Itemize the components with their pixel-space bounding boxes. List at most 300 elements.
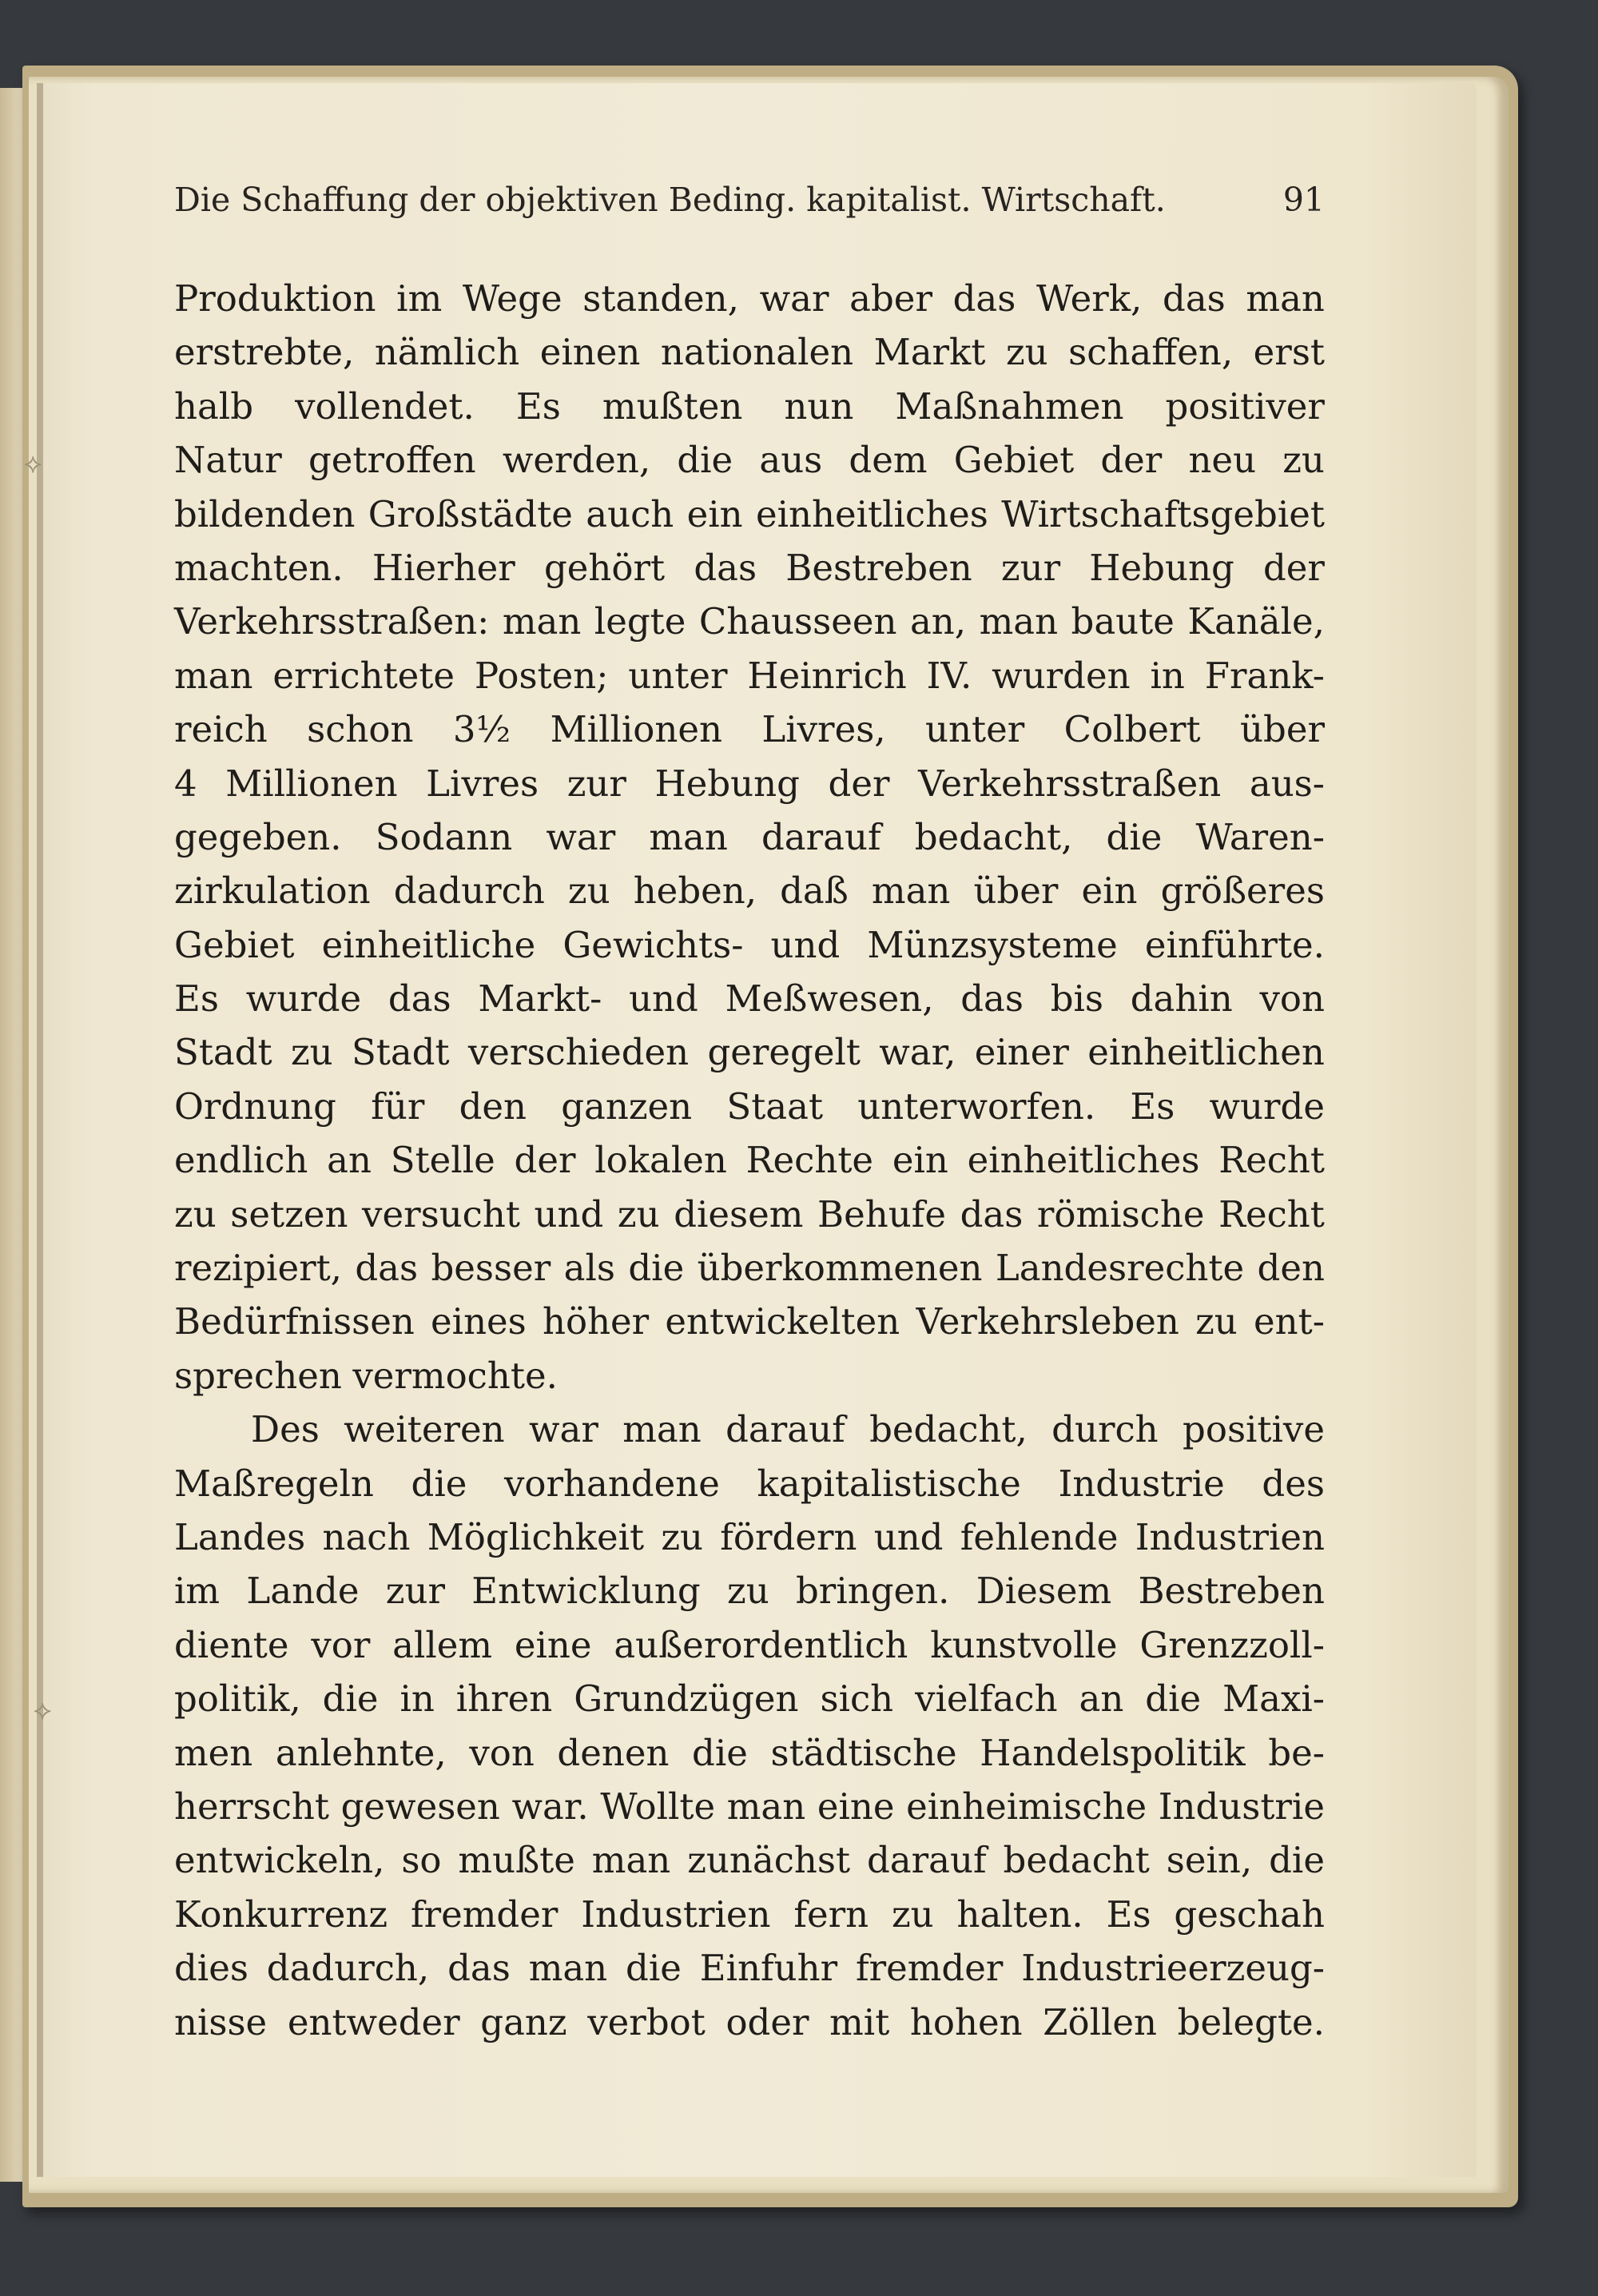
word: legte bbox=[594, 600, 686, 643]
word: Werk, bbox=[1036, 277, 1143, 320]
word: vor bbox=[311, 1623, 371, 1666]
word: ganz bbox=[480, 2000, 567, 2043]
word: die bbox=[322, 1677, 379, 1721]
word: zur bbox=[566, 762, 626, 805]
word: zu bbox=[1005, 331, 1048, 374]
word: schaffen, bbox=[1068, 331, 1234, 374]
word: errichtete bbox=[272, 654, 455, 697]
word: war bbox=[528, 1408, 598, 1451]
word: machten. bbox=[174, 546, 344, 589]
word: 3½ bbox=[452, 708, 511, 751]
word: hohen bbox=[909, 2000, 1023, 2043]
word: Stadt bbox=[351, 1031, 450, 1074]
text-line bbox=[174, 702, 1325, 756]
word: halb bbox=[174, 384, 254, 428]
word: das bbox=[952, 277, 1016, 320]
word: nun bbox=[784, 384, 854, 428]
word: das bbox=[960, 1192, 1024, 1236]
word: bildenden bbox=[174, 492, 356, 535]
word: Recht bbox=[1218, 1192, 1325, 1236]
word: und bbox=[770, 923, 841, 966]
word: Kanäle, bbox=[1187, 600, 1325, 643]
word: Markt bbox=[873, 331, 986, 374]
text-line bbox=[174, 1133, 1325, 1187]
word: unterworfen. bbox=[857, 1084, 1096, 1128]
page-number: 91 bbox=[1282, 181, 1325, 219]
word: Chausseen bbox=[698, 600, 897, 643]
word: daß bbox=[780, 869, 849, 913]
text-line bbox=[174, 1295, 1325, 1348]
word: die bbox=[677, 439, 733, 482]
word: bedacht, bbox=[914, 815, 1073, 858]
word: erstrebte, bbox=[174, 331, 355, 374]
word: des bbox=[1262, 1462, 1325, 1505]
word: einheitlichen bbox=[1087, 1031, 1325, 1074]
word: Stadt bbox=[174, 1031, 272, 1074]
word: Bestreben bbox=[1138, 1570, 1325, 1613]
running-header bbox=[174, 181, 1325, 230]
word: fremder bbox=[410, 1892, 559, 1936]
word: eines bbox=[431, 1300, 527, 1343]
word: Landesrechte bbox=[995, 1247, 1245, 1290]
word: zirkulation bbox=[174, 869, 371, 913]
text-line bbox=[174, 810, 1325, 864]
word: dahin bbox=[1130, 977, 1233, 1021]
word: größeres bbox=[1160, 869, 1325, 913]
word: reich bbox=[174, 708, 268, 751]
word: erst bbox=[1253, 331, 1325, 374]
word: Münzsysteme bbox=[867, 923, 1118, 966]
word: Großstädte bbox=[368, 492, 573, 535]
word: Verkehrsstraßen bbox=[918, 762, 1222, 805]
word: politik, bbox=[174, 1677, 301, 1721]
word: heben, bbox=[633, 869, 757, 913]
word: die bbox=[628, 1247, 685, 1290]
word: zu bbox=[290, 1031, 333, 1074]
word: Recht bbox=[1218, 1139, 1325, 1182]
word: nationalen bbox=[660, 331, 854, 374]
word: ihren bbox=[455, 1677, 553, 1721]
word: von bbox=[1259, 977, 1325, 1021]
text-line bbox=[174, 757, 1325, 810]
word: Hierher bbox=[372, 546, 515, 589]
word: man bbox=[591, 1839, 671, 1882]
word: Grundzügen bbox=[574, 1677, 799, 1721]
word: war, bbox=[879, 1031, 956, 1074]
word: bringen. bbox=[796, 1570, 950, 1613]
word: Industrieerzeug- bbox=[1021, 1947, 1325, 1990]
word: der bbox=[828, 762, 890, 805]
word: und bbox=[629, 977, 698, 1021]
word: entwickeln, bbox=[174, 1839, 385, 1882]
word: Livres bbox=[426, 762, 539, 805]
text-line bbox=[174, 1618, 1325, 1672]
word: be- bbox=[1268, 1731, 1325, 1774]
word: man bbox=[979, 600, 1059, 643]
word: unter bbox=[628, 654, 728, 697]
text-line bbox=[174, 1888, 1325, 1941]
word: das bbox=[694, 546, 757, 589]
word: wurde bbox=[245, 977, 362, 1021]
word: über bbox=[973, 869, 1059, 913]
word: das bbox=[960, 977, 1024, 1021]
word: Millionen bbox=[225, 762, 398, 805]
word: belegte. bbox=[1177, 2000, 1325, 2043]
word: diente bbox=[174, 1623, 289, 1666]
word: das bbox=[1163, 277, 1226, 320]
text-line bbox=[174, 1833, 1325, 1887]
word: in bbox=[1150, 654, 1185, 697]
word: zur bbox=[385, 1570, 445, 1613]
word: entweder bbox=[287, 2000, 460, 2043]
word: Verkehrsstraßen: bbox=[174, 600, 490, 643]
word: Grenzzoll- bbox=[1139, 1623, 1325, 1666]
word: kapitalistische bbox=[757, 1462, 1021, 1505]
word: wurden bbox=[992, 654, 1131, 697]
word: Sodann bbox=[375, 815, 513, 858]
word: setzen bbox=[230, 1192, 348, 1236]
text-line bbox=[174, 325, 1325, 379]
word: Zöllen bbox=[1043, 2000, 1157, 2043]
word: eine bbox=[514, 1623, 592, 1666]
text-line bbox=[174, 1241, 1325, 1295]
word: im bbox=[396, 277, 443, 320]
word: Einfuhr bbox=[699, 1947, 838, 1990]
word: zu bbox=[617, 1192, 660, 1236]
word: Maxi- bbox=[1222, 1677, 1325, 1721]
word: als bbox=[563, 1247, 615, 1290]
word: darauf bbox=[725, 1408, 845, 1451]
word: bis bbox=[1050, 977, 1104, 1021]
word: lokalen bbox=[594, 1139, 727, 1182]
word: so bbox=[401, 1839, 442, 1882]
word: Gebiet bbox=[953, 439, 1075, 482]
word: entwickelten bbox=[665, 1300, 900, 1343]
word: Millionen bbox=[550, 708, 722, 751]
word: gegeben. bbox=[174, 815, 342, 858]
word: zu bbox=[891, 1892, 934, 1936]
text-line bbox=[174, 1996, 1325, 2049]
text-line bbox=[174, 595, 1325, 648]
word: Möglichkeit bbox=[427, 1515, 645, 1558]
word: und bbox=[873, 1515, 944, 1558]
word: man bbox=[1246, 277, 1325, 320]
word: Industrie bbox=[1058, 1462, 1225, 1505]
word: zur bbox=[1000, 546, 1061, 589]
word: baute bbox=[1071, 600, 1175, 643]
word: Entwicklung bbox=[471, 1570, 701, 1613]
word: Handelspolitik bbox=[980, 1731, 1246, 1774]
word: Wollte bbox=[600, 1785, 716, 1828]
word: an bbox=[1079, 1677, 1124, 1721]
word: das bbox=[447, 1947, 511, 1990]
word: vorhandene bbox=[503, 1462, 720, 1505]
word: standen, bbox=[582, 277, 739, 320]
word: Behufe bbox=[817, 1192, 946, 1236]
word: Wirtschaftsgebiet bbox=[1001, 492, 1325, 535]
word: verschieden bbox=[467, 1031, 690, 1074]
word: sich bbox=[820, 1677, 894, 1721]
word: Heinrich bbox=[747, 654, 907, 697]
word: Meßwesen, bbox=[725, 977, 934, 1021]
word: Es bbox=[1106, 1892, 1151, 1936]
word: den bbox=[459, 1084, 527, 1128]
word: ganzen bbox=[561, 1084, 693, 1128]
word: Colbert bbox=[1063, 708, 1201, 751]
word: einheimische bbox=[906, 1785, 1147, 1828]
word: Bedürfnissen bbox=[174, 1300, 415, 1343]
word: über bbox=[1240, 708, 1325, 751]
word: Hebung bbox=[1089, 546, 1234, 589]
word: unter bbox=[925, 708, 1025, 751]
text-line bbox=[174, 272, 1325, 325]
word: Posten; bbox=[474, 654, 609, 697]
word: und bbox=[534, 1192, 604, 1236]
word: einen bbox=[539, 331, 641, 374]
word: Gebiet bbox=[174, 923, 295, 966]
word: die bbox=[1106, 815, 1163, 858]
word: zu bbox=[1282, 439, 1325, 482]
word: vielfach bbox=[915, 1677, 1058, 1721]
word: nach bbox=[322, 1515, 411, 1558]
word: man bbox=[502, 600, 582, 643]
word: Lande bbox=[246, 1570, 360, 1613]
text-line bbox=[174, 541, 1325, 595]
text-line bbox=[174, 972, 1325, 1025]
word: Maßregeln bbox=[174, 1462, 374, 1505]
text-line bbox=[174, 1780, 1325, 1833]
word: zu bbox=[661, 1515, 704, 1558]
book-gutter bbox=[37, 83, 43, 2177]
word: Frank- bbox=[1204, 654, 1325, 697]
word: endlich bbox=[174, 1139, 308, 1182]
word: Wege bbox=[462, 277, 562, 320]
word: einer bbox=[974, 1031, 1069, 1074]
word: war. bbox=[511, 1785, 589, 1828]
word: städtische bbox=[770, 1731, 957, 1774]
word: positiver bbox=[1165, 384, 1325, 428]
word: Es bbox=[1130, 1084, 1175, 1128]
word: einheitliches bbox=[967, 1139, 1200, 1182]
word: fördern bbox=[720, 1515, 857, 1558]
word: das bbox=[355, 1247, 419, 1290]
word: die bbox=[692, 1731, 748, 1774]
word: gehört bbox=[544, 546, 666, 589]
text-line bbox=[174, 1564, 1325, 1618]
word: nämlich bbox=[374, 331, 520, 374]
text-line bbox=[174, 433, 1325, 487]
word: an, bbox=[909, 600, 967, 643]
word: Staat bbox=[726, 1084, 824, 1128]
word: wurde bbox=[1209, 1084, 1325, 1128]
word: nisse bbox=[174, 2000, 268, 2043]
word: fremder bbox=[855, 1947, 1004, 1990]
word: Bestreben bbox=[785, 546, 972, 589]
word: Gewichts- bbox=[562, 923, 744, 966]
word: Diesem bbox=[976, 1570, 1112, 1613]
text-line bbox=[174, 1403, 1325, 1456]
word: Livres, bbox=[761, 708, 886, 751]
word: man bbox=[871, 869, 951, 913]
word: 4 bbox=[174, 762, 197, 805]
word: mußte bbox=[458, 1839, 575, 1882]
word: auch bbox=[586, 492, 674, 535]
word: besser bbox=[431, 1247, 551, 1290]
word: dadurch, bbox=[266, 1947, 430, 1990]
word: versucht bbox=[362, 1192, 520, 1236]
word: weiteren bbox=[344, 1408, 505, 1451]
word: man bbox=[174, 654, 253, 697]
word: Industrien bbox=[581, 1892, 771, 1936]
word: diesem bbox=[674, 1192, 804, 1236]
word: rezipiert, bbox=[174, 1247, 342, 1290]
text-line bbox=[174, 1349, 1325, 1403]
word: zu bbox=[1195, 1300, 1238, 1343]
word: darauf bbox=[761, 815, 881, 858]
text-line bbox=[174, 1726, 1325, 1780]
text-line bbox=[174, 649, 1325, 702]
word: außerordentlich bbox=[614, 1623, 908, 1666]
word: geregelt bbox=[707, 1031, 861, 1074]
word: Konkurrenz bbox=[174, 1892, 388, 1936]
word: überkommenen bbox=[697, 1247, 983, 1290]
word: Markt- bbox=[478, 977, 602, 1021]
word: men bbox=[174, 1731, 253, 1774]
word: gewesen bbox=[340, 1785, 500, 1828]
text-line bbox=[174, 1188, 1325, 1241]
word: bedacht bbox=[1003, 1839, 1150, 1882]
word: Industrie bbox=[1158, 1785, 1325, 1828]
word: ein bbox=[892, 1139, 948, 1182]
word: durch bbox=[1051, 1408, 1159, 1451]
word: einführte. bbox=[1144, 923, 1325, 966]
word: der bbox=[1262, 546, 1325, 589]
word: dadurch bbox=[393, 869, 545, 913]
word: ent- bbox=[1254, 1300, 1325, 1343]
word: die bbox=[1269, 1839, 1325, 1882]
word: zu bbox=[174, 1192, 217, 1236]
word: das bbox=[388, 977, 451, 1021]
text-line bbox=[174, 1941, 1325, 1995]
word: Natur bbox=[174, 439, 282, 482]
word: positive bbox=[1183, 1408, 1325, 1451]
text-line bbox=[174, 1457, 1325, 1510]
word: aus bbox=[759, 439, 823, 482]
word: getroffen bbox=[308, 439, 476, 482]
word: der bbox=[1100, 439, 1163, 482]
word: zu bbox=[567, 869, 610, 913]
word: zunächst bbox=[687, 1839, 851, 1882]
running-title: Die Schaffung der objektiven Beding. kapitalist. Wirtschaft. bbox=[174, 181, 1166, 219]
text-line bbox=[174, 1510, 1325, 1564]
word: Landes bbox=[174, 1515, 306, 1558]
binding-thread-mark: ⟡ bbox=[24, 448, 42, 479]
word: bedacht, bbox=[869, 1408, 1028, 1451]
word: dem bbox=[849, 439, 928, 482]
text-line bbox=[174, 1080, 1325, 1133]
word: eine bbox=[817, 1785, 895, 1828]
word: sein, bbox=[1166, 1839, 1253, 1882]
word: Produktion bbox=[174, 277, 376, 320]
binding-thread-mark: ⟡ bbox=[34, 1694, 52, 1726]
word: Rechte bbox=[745, 1139, 874, 1182]
word: oder bbox=[725, 2000, 809, 2043]
word: in bbox=[400, 1677, 435, 1721]
word: Des bbox=[251, 1408, 320, 1451]
text-line bbox=[174, 918, 1325, 972]
word: zu bbox=[727, 1570, 769, 1613]
text-line bbox=[174, 380, 1325, 433]
word: Stelle bbox=[390, 1139, 495, 1182]
word: IV. bbox=[926, 654, 972, 697]
word: Verkehrsleben bbox=[916, 1300, 1179, 1343]
word: Industrien bbox=[1135, 1515, 1325, 1558]
word: Maßnahmen bbox=[895, 384, 1124, 428]
text-line bbox=[174, 1672, 1325, 1725]
word: war bbox=[546, 815, 616, 858]
word: mußten bbox=[602, 384, 743, 428]
word: Hebung bbox=[654, 762, 800, 805]
text-line bbox=[174, 864, 1325, 917]
word: man bbox=[726, 1785, 806, 1828]
word: ein bbox=[686, 492, 743, 535]
text-line bbox=[174, 487, 1325, 541]
word: der bbox=[514, 1139, 576, 1182]
word: Es bbox=[174, 977, 219, 1021]
body-text bbox=[174, 272, 1325, 2049]
word: ein bbox=[1081, 869, 1138, 913]
word: dies bbox=[174, 1947, 248, 1990]
text-line bbox=[174, 1025, 1325, 1079]
word: vermochte. bbox=[352, 1354, 558, 1397]
word: neu bbox=[1188, 439, 1257, 482]
word: im bbox=[174, 1570, 221, 1613]
word: war bbox=[759, 277, 829, 320]
word: denen bbox=[557, 1731, 670, 1774]
word: mit bbox=[829, 2000, 890, 2043]
word: man bbox=[622, 1408, 702, 1451]
word: verbot bbox=[587, 2000, 706, 2043]
word: den bbox=[1257, 1247, 1325, 1290]
word: schon bbox=[307, 708, 414, 751]
word: die bbox=[626, 1947, 682, 1990]
word: halten. bbox=[956, 1892, 1083, 1936]
word: fern bbox=[793, 1892, 869, 1936]
word: fehlende bbox=[960, 1515, 1119, 1558]
word: Ordnung bbox=[174, 1084, 336, 1128]
word: darauf bbox=[866, 1839, 987, 1882]
word: vollendet. bbox=[295, 384, 475, 428]
word: werden, bbox=[502, 439, 651, 482]
word: anlehnte, bbox=[275, 1731, 447, 1774]
word: für bbox=[371, 1084, 425, 1128]
word: kunstvolle bbox=[930, 1623, 1118, 1666]
word: Es bbox=[515, 384, 561, 428]
word: von bbox=[469, 1731, 535, 1774]
word: an bbox=[327, 1139, 372, 1182]
word: man bbox=[649, 815, 728, 858]
word: Waren- bbox=[1195, 815, 1325, 858]
word: die bbox=[1145, 1677, 1202, 1721]
word: herrscht bbox=[174, 1785, 329, 1828]
word: sprechen bbox=[174, 1354, 342, 1397]
word: die bbox=[411, 1462, 467, 1505]
word: römische bbox=[1036, 1192, 1205, 1236]
word: man bbox=[528, 1947, 608, 1990]
word: einheitliches bbox=[756, 492, 988, 535]
word: höher bbox=[543, 1300, 650, 1343]
word: geschah bbox=[1174, 1892, 1325, 1936]
